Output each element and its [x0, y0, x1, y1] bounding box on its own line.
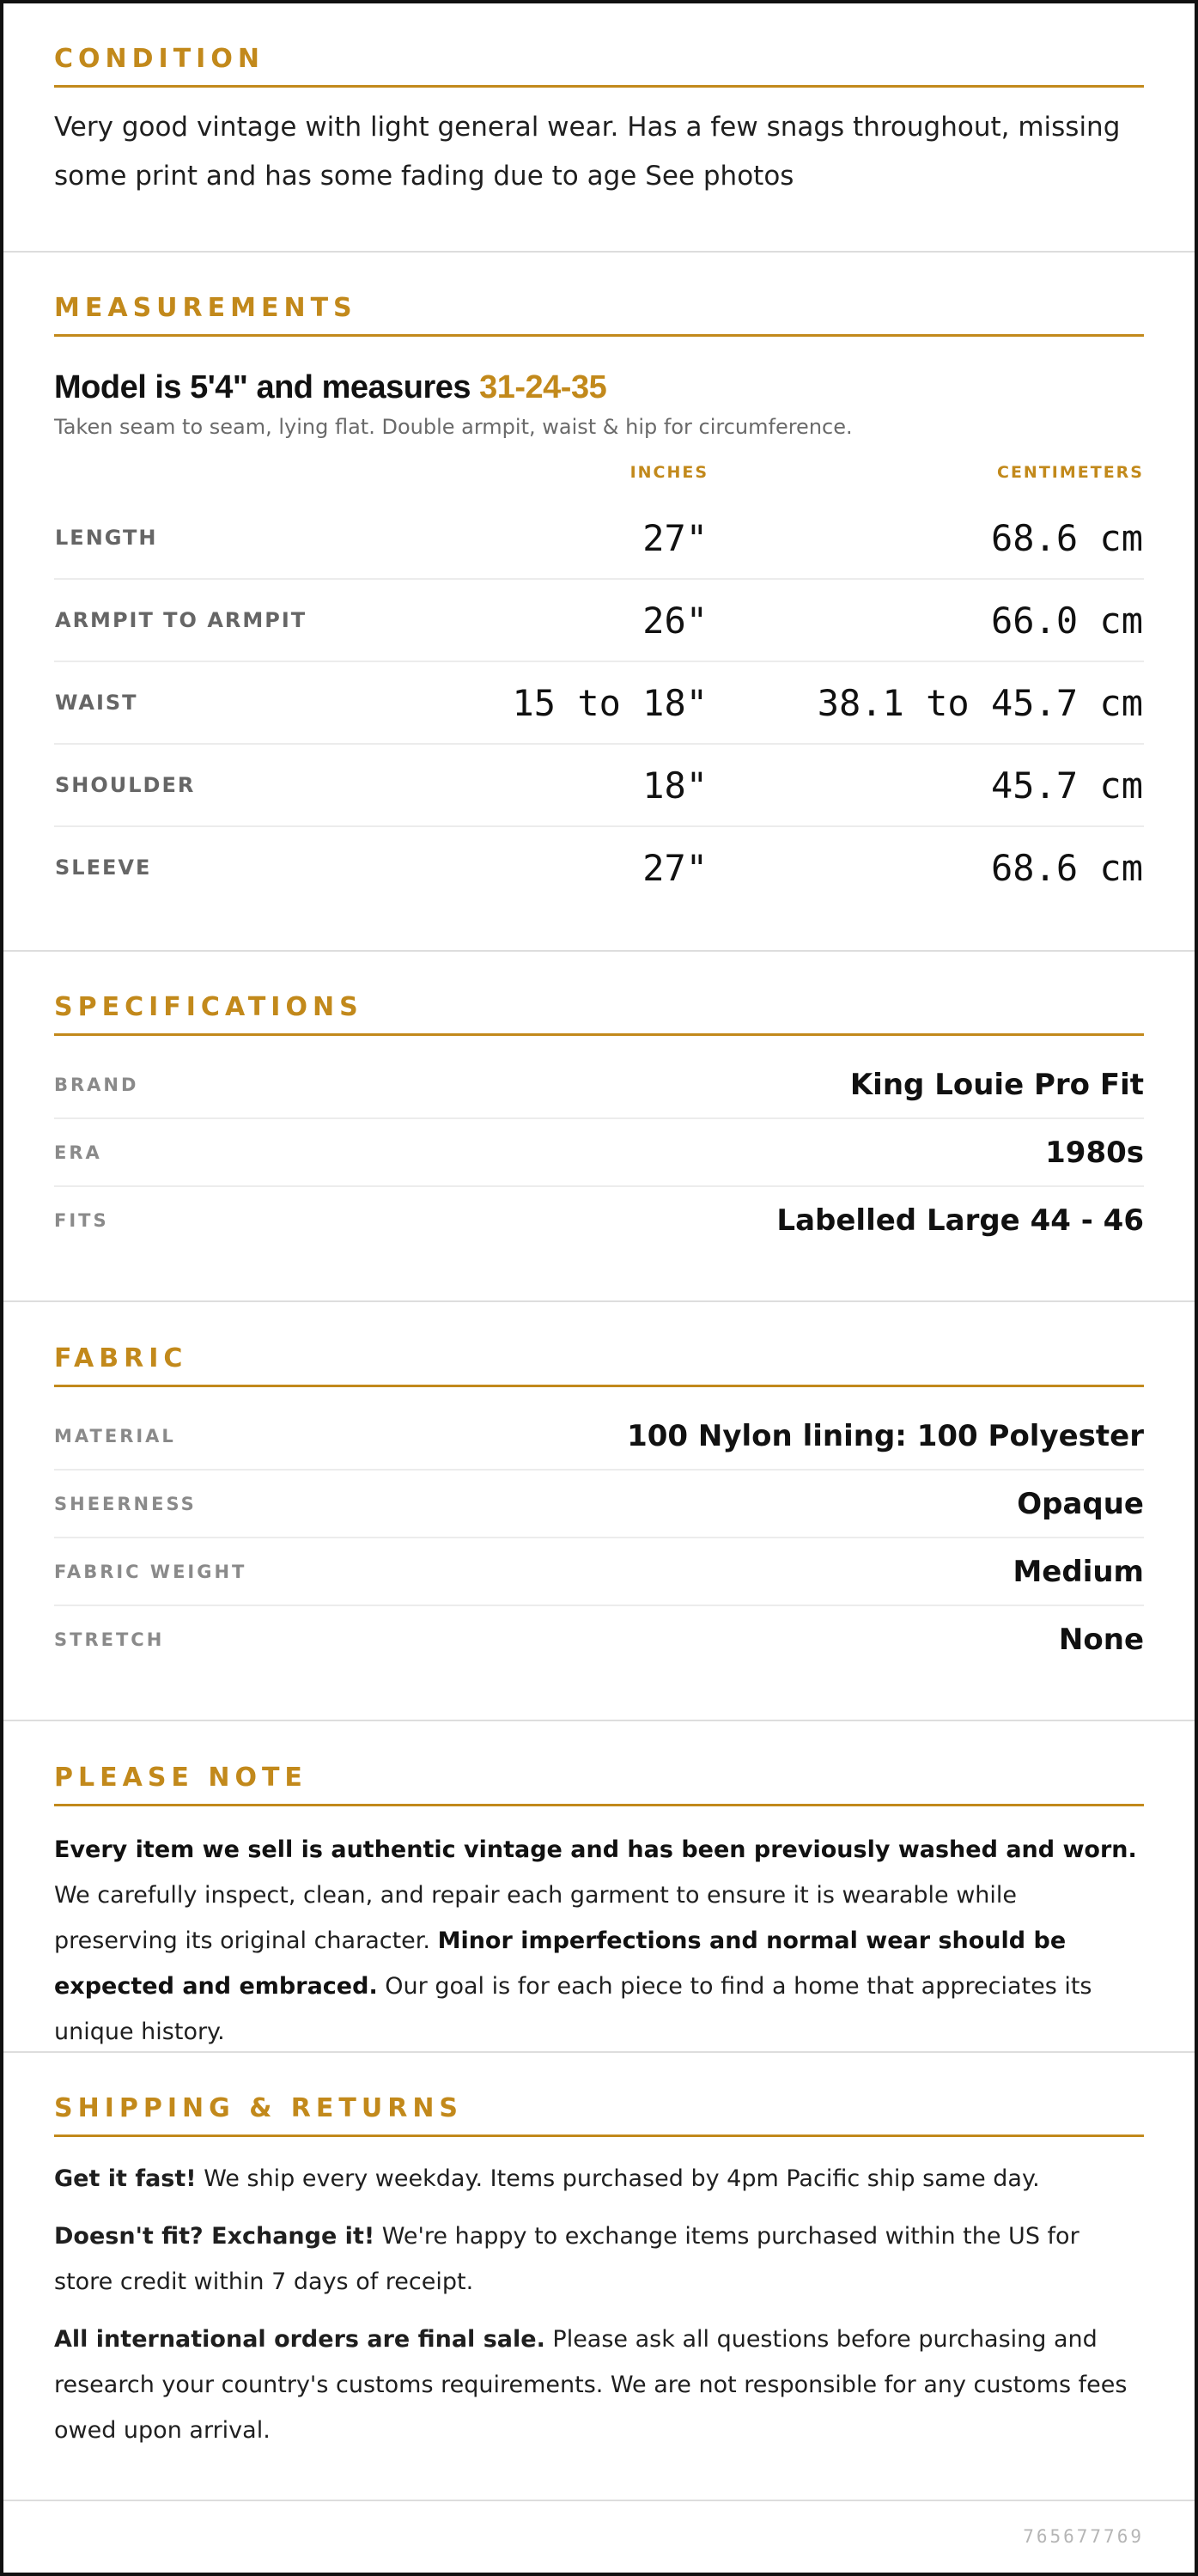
international-text: Please ask all questions before purchasing and research your country's customs requirements. We are not responsible for any customs fees owed upon arrival. — [54, 2326, 1128, 2444]
measurement-label: WAIST — [54, 661, 447, 744]
fabric-value: Opaque — [1017, 1486, 1144, 1521]
please-note-text — [54, 1827, 1144, 2055]
note-bold-2: Minor imperfections and normal wear should be expected and embraced. — [54, 1927, 1067, 2000]
spec-label: FITS — [54, 1209, 109, 1231]
specifications-heading: SPECIFICATIONS — [54, 993, 1144, 1036]
fabric-heading: FABRIC — [54, 1344, 1144, 1387]
column-header-centimeters: CENTIMETERS — [997, 463, 1144, 482]
measurements-section — [3, 294, 1195, 908]
measurement-inches: 27" — [642, 846, 708, 889]
fabric-label: STRETCH — [54, 1629, 165, 1650]
please-note-section — [3, 1763, 1195, 2055]
measurements-heading: MEASUREMENTS — [54, 294, 1144, 337]
please-note-heading: PLEASE NOTE — [54, 1763, 1144, 1806]
list-item — [54, 1538, 1144, 1606]
fabric-label: FABRIC WEIGHT — [54, 1561, 247, 1582]
section-divider — [3, 251, 1195, 253]
section-divider — [3, 1720, 1195, 1721]
measurement-cm: 68.6 cm — [990, 846, 1143, 889]
list-item — [54, 1187, 1144, 1253]
table-row — [54, 661, 1144, 744]
international-bold: All international orders are final sale. — [54, 2326, 545, 2353]
model-prefix: Model is 5'4" and measures — [54, 369, 471, 405]
condition-section — [3, 45, 1195, 201]
shipping-heading: SHIPPING & RETURNS — [54, 2094, 1144, 2137]
list-item — [54, 1051, 1144, 1119]
table-row — [54, 826, 1144, 908]
measurements-table — [54, 463, 1144, 908]
exchange-paragraph — [54, 2214, 1144, 2305]
condition-text: Very good vintage with light general wear. Has a few snags throughout, missing some print and has some fading due to age See photos — [54, 112, 1121, 192]
spec-label: BRAND — [54, 1074, 139, 1095]
fabric-value: None — [1058, 1622, 1144, 1657]
spec-label: ERA — [54, 1142, 102, 1163]
shipping-section — [3, 2094, 1195, 2453]
spec-value: 1980s — [1045, 1135, 1144, 1170]
table-row — [54, 497, 1144, 579]
list-item — [54, 1471, 1144, 1538]
fabric-value: Medium — [1013, 1554, 1144, 1589]
specifications-list — [54, 1051, 1144, 1253]
shipping-text: We ship every weekday. Items purchased by 4pm Pacific ship same day. — [196, 2165, 1040, 2192]
list-item — [54, 1403, 1144, 1471]
section-divider — [3, 950, 1195, 952]
fabric-value: 100 Nylon lining: 100 Polyester — [627, 1418, 1144, 1453]
note-text-1: We carefully inspect, clean, and repair each garment to ensure it is wearable while preserving its original character. — [54, 1882, 1018, 1954]
list-item — [54, 1606, 1144, 1672]
fabric-label: MATERIAL — [54, 1425, 176, 1446]
measurement-inches: 18" — [447, 744, 708, 826]
measurement-inches: 15 to 18" — [447, 661, 708, 744]
measurement-cm: 45.7 cm — [708, 744, 1144, 826]
fabric-list — [54, 1403, 1144, 1672]
note-bold-1: Every item we sell is authentic vintage and has been previously washed and worn. — [54, 1836, 1137, 1863]
model-measurements — [54, 369, 1144, 406]
exchange-bold: Doesn't fit? Exchange it! — [54, 2223, 375, 2250]
list-item — [54, 1119, 1144, 1187]
measurement-label: SLEEVE — [55, 856, 152, 880]
measurement-cm: 68.6 cm — [708, 497, 1144, 579]
condition-heading: CONDITION — [54, 45, 1144, 88]
shipping-bold: Get it fast! — [54, 2165, 197, 2192]
note-text-2: Our goal is for each piece to find a home that appreciates its unique history. — [54, 1973, 1092, 2045]
fabric-section — [3, 1344, 1195, 1672]
table-row — [54, 744, 1144, 826]
product-id: 765677769 — [1023, 2526, 1144, 2547]
measurement-label: SHOULDER — [54, 744, 447, 826]
spec-value: King Louie Pro Fit — [849, 1067, 1144, 1102]
shipping-paragraph — [54, 2156, 1144, 2201]
specifications-section — [3, 993, 1195, 1253]
measurement-note: Taken seam to seam, lying flat. Double armpit, waist & hip for circumference. — [54, 415, 853, 439]
model-measures-value: 31-24-35 — [479, 369, 607, 405]
exchange-text: We're happy to exchange items purchased within the US for store credit within 7 days of receipt. — [54, 2223, 1079, 2295]
measurement-cm: 38.1 to 45.7 cm — [708, 661, 1144, 744]
measurement-label: LENGTH — [54, 497, 447, 579]
section-divider — [3, 2051, 1195, 2053]
table-row — [54, 579, 1144, 661]
measurement-inches: 27" — [447, 497, 708, 579]
fabric-label: SHEERNESS — [54, 1493, 197, 1514]
measurement-cm: 66.0 cm — [708, 579, 1144, 661]
measurement-inches: 26" — [447, 579, 708, 661]
column-header-inches: INCHES — [629, 463, 709, 482]
international-paragraph — [54, 2317, 1144, 2453]
spec-value: Labelled Large 44 - 46 — [776, 1203, 1144, 1238]
section-divider — [3, 1300, 1195, 1302]
measurement-label: ARMPIT TO ARMPIT — [54, 579, 447, 661]
section-divider — [3, 2500, 1195, 2501]
